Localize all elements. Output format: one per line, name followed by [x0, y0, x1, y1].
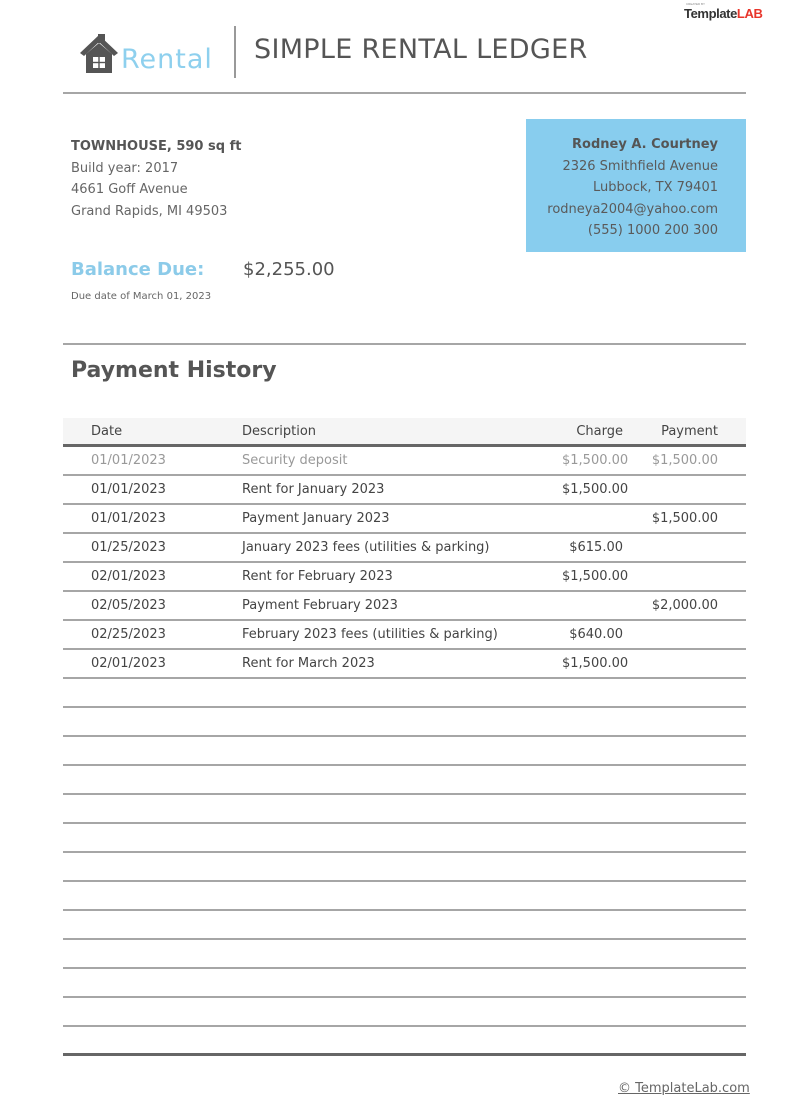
due-date-note: Due date of March 01, 2023 [71, 291, 212, 302]
cell-description: Rent for March 2023 [242, 656, 375, 671]
column-header-description: Description [242, 423, 317, 439]
table-row [63, 650, 746, 679]
tenant-info-box [526, 119, 746, 252]
cell-charge: $615.00 [569, 540, 623, 555]
payment-history-table [63, 418, 746, 1056]
empty-table-row [63, 969, 746, 998]
cell-charge: $1,500.00 [562, 656, 629, 671]
cell-charge: $1,500.00 [562, 453, 629, 468]
templatelab-copyright-link[interactable]: © TemplateLab.com [618, 1081, 750, 1096]
tenant-city: Lubbock, TX 79401 [593, 180, 718, 195]
balance-due-amount: $2,255.00 [243, 259, 335, 280]
empty-table-row [63, 853, 746, 882]
table-row [63, 592, 746, 621]
table-row [63, 447, 746, 476]
tenant-phone: (555) 1000 200 300 [587, 223, 718, 238]
table-header-row [63, 418, 746, 447]
cell-date: 01/01/2023 [91, 482, 166, 497]
empty-table-row [63, 940, 746, 969]
rental-logo [78, 30, 213, 74]
empty-table-row [63, 882, 746, 911]
cell-description: January 2023 fees (utilities & parking) [242, 540, 490, 555]
empty-table-row [63, 766, 746, 795]
cell-description: February 2023 fees (utilities & parking) [242, 627, 498, 642]
property-type-size: TOWNHOUSE, 590 sq ft [71, 139, 242, 154]
cell-date: 02/25/2023 [91, 627, 166, 642]
page-title: SIMPLE RENTAL LEDGER [254, 34, 588, 65]
brand-created-by: CREATED BY [686, 2, 705, 6]
tenant-name: Rodney A. Courtney [572, 137, 718, 152]
cell-charge: $1,500.00 [562, 569, 629, 584]
table-row [63, 476, 746, 505]
property-street: 4661 Goff Avenue [71, 182, 188, 197]
empty-table-row [63, 795, 746, 824]
cell-description: Security deposit [242, 453, 348, 468]
property-details [71, 136, 241, 222]
cell-description: Payment February 2023 [242, 598, 398, 613]
empty-table-row [63, 737, 746, 766]
column-header-payment: Payment [661, 423, 718, 439]
empty-table-row [63, 679, 746, 708]
table-row [63, 563, 746, 592]
payment-history-title: Payment History [71, 358, 277, 383]
cell-description: Payment January 2023 [242, 511, 390, 526]
cell-charge: $1,500.00 [562, 482, 629, 497]
cell-date: 01/01/2023 [91, 453, 166, 468]
cell-date: 01/01/2023 [91, 511, 166, 526]
tenant-email: rodneya2004@yahoo.com [547, 201, 718, 217]
empty-table-row [63, 708, 746, 737]
cell-date: 02/05/2023 [91, 598, 166, 613]
column-header-date: Date [91, 423, 123, 439]
cell-description: Rent for February 2023 [242, 569, 393, 584]
table-row [63, 621, 746, 650]
empty-table-row [63, 1027, 746, 1056]
balance-due-label: Balance Due: [71, 259, 205, 280]
empty-table-row [63, 998, 746, 1027]
header-divider [234, 26, 236, 78]
header-rule [63, 92, 746, 94]
property-build-year: Build year: 2017 [71, 160, 179, 176]
cell-date: 02/01/2023 [91, 569, 166, 584]
cell-date: 02/01/2023 [91, 656, 166, 671]
cell-charge: $640.00 [569, 627, 623, 642]
house-icon [78, 32, 120, 74]
tenant-street: 2326 Smithfield Avenue [562, 158, 718, 174]
brand-name-part1: Template [684, 6, 737, 21]
empty-table-row [63, 911, 746, 940]
table-row [63, 534, 746, 563]
cell-date: 01/25/2023 [91, 540, 166, 555]
brand-name-part2: LAB [736, 6, 763, 21]
column-header-charge: Charge [576, 423, 623, 439]
property-city: Grand Rapids, MI 49503 [71, 203, 228, 219]
cell-payment: $1,500.00 [651, 511, 718, 526]
cell-payment: $2,000.00 [651, 598, 718, 613]
cell-payment: $1,500.00 [651, 453, 718, 468]
table-row [63, 505, 746, 534]
cell-description: Rent for January 2023 [242, 482, 385, 497]
empty-table-row [63, 824, 746, 853]
templatelab-brand-logo [684, 2, 763, 21]
logo-text: Rental [121, 44, 213, 75]
section-rule [63, 343, 746, 345]
